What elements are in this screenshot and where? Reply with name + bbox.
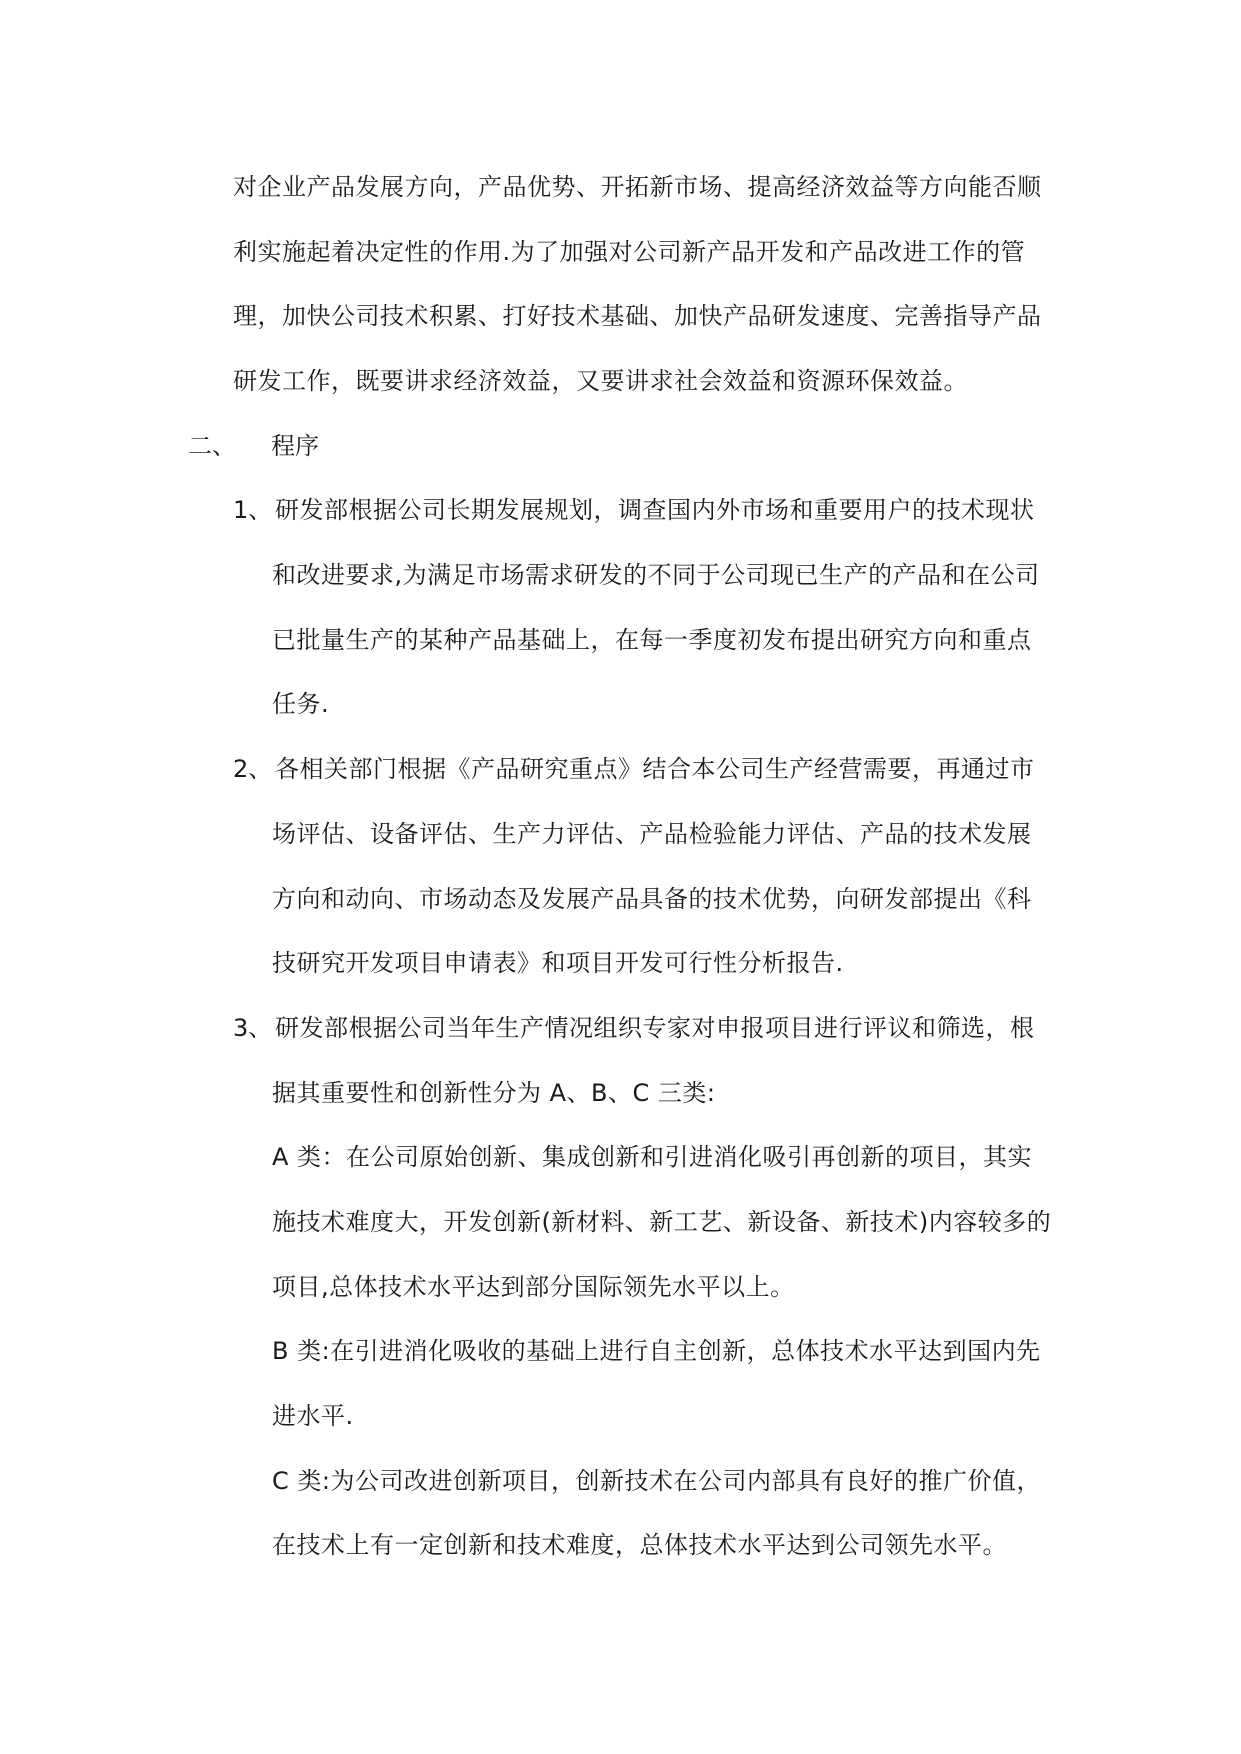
item-line: 技研究开发项目申请表》和项目开发可行性分析报告. bbox=[272, 949, 844, 977]
section-number: 二、 bbox=[188, 432, 236, 460]
category-c-line: 在技术上有一定创新和技术难度，总体技术水平达到公司领先水平。 bbox=[272, 1531, 1007, 1559]
item-number: 1、 bbox=[233, 496, 273, 524]
intro-line: 利实施起着决定性的作用.为了加强对公司新产品开发和产品改进工作的管 bbox=[233, 238, 1026, 266]
item-number: 3、 bbox=[233, 1014, 273, 1042]
item-line: 研发部根据公司当年生产情况组织专家对申报项目进行评议和筛选，根 bbox=[275, 1014, 1035, 1042]
intro-line: 理，加快公司技术积累、打好技术基础、加快产品研发速度、完善指导产品 bbox=[233, 302, 1042, 330]
category-b-line: B 类:在引进消化吸收的基础上进行自主创新，总体技术水平达到国内先 bbox=[272, 1337, 1041, 1365]
category-c-line: C 类:为公司改进创新项目，创新技术在公司内部具有良好的推广价值， bbox=[272, 1467, 1041, 1495]
section-heading bbox=[188, 430, 388, 462]
item-line: 据其重要性和创新性分为 A、B、C 三类: bbox=[272, 1079, 716, 1107]
category-a-line: A 类：在公司原始创新、集成创新和引进消化吸引再创新的项目，其实 bbox=[272, 1143, 1033, 1171]
intro-line: 对企业产品发展方向，产品优势、开拓新市场、提高经济效益等方向能否顺 bbox=[233, 173, 1042, 201]
section-title: 程序 bbox=[271, 432, 319, 460]
item-line: 场评估、设备评估、生产力评估、产品检验能力评估、产品的技术发展 bbox=[272, 820, 1032, 848]
item-line: 已批量生产的某种产品基础上，在每一季度初发布提出研究方向和重点 bbox=[272, 626, 1032, 654]
item-line: 方向和动向、市场动态及发展产品具备的技术优势，向研发部提出《科 bbox=[272, 885, 1032, 913]
item-number: 2、 bbox=[233, 755, 273, 783]
category-a-line: 项目,总体技术水平达到部分国际领先水平以上。 bbox=[272, 1273, 795, 1301]
category-a-line: 施技术难度大，开发创新(新材料、新工艺、新设备、新技术)内容较多的 bbox=[272, 1208, 1052, 1236]
item-line: 各相关部门根据《产品研究重点》结合本公司生产经营需要，再通过市 bbox=[275, 755, 1035, 783]
intro-line: 研发工作，既要讲求经济效益，又要讲求社会效益和资源环保效益。 bbox=[233, 367, 968, 395]
category-b-line: 进水平. bbox=[272, 1402, 354, 1430]
item-line: 任务. bbox=[272, 690, 330, 718]
item-line: 研发部根据公司长期发展规划，调查国内外市场和重要用户的技术现状 bbox=[275, 496, 1035, 524]
item-line: 和改进要求,为满足市场需求研发的不同于公司现已生产的产品和在公司 bbox=[272, 561, 1040, 589]
